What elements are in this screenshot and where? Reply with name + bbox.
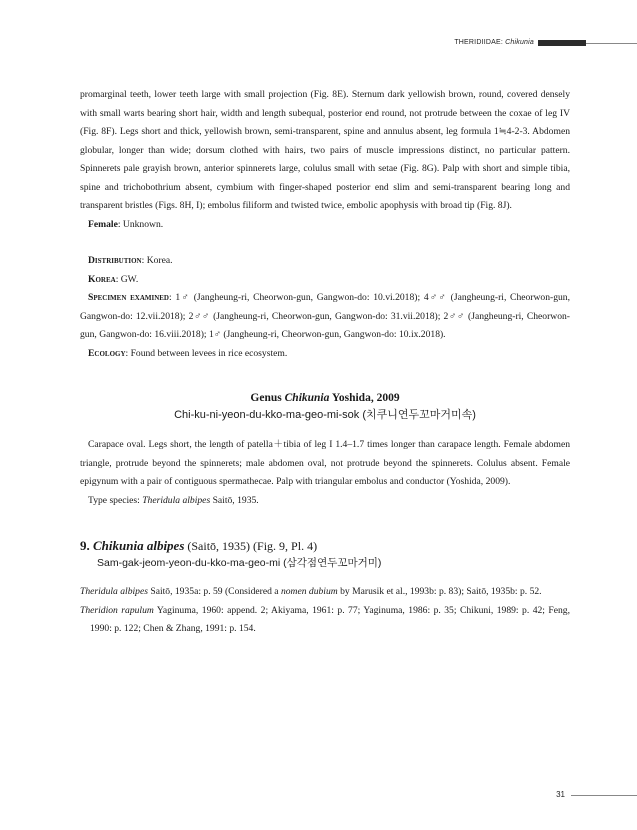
- genus-heading: Genus Chikunia Yoshida, 2009: [250, 392, 400, 404]
- ecology: Ecology: Found between levees in rice ecosystem.: [88, 347, 288, 359]
- female-note: Female: Unknown.: [88, 218, 164, 230]
- header-rule: [586, 43, 637, 44]
- header-title: THERIDIIDAE: Chikunia: [454, 39, 534, 46]
- page-number: 31: [556, 790, 565, 799]
- genus-description: Carapace oval. Legs short, the length of patella＋tibia of leg I 1.4–1.7 times longer than carapace length. Female abdomen triangle, protrude beyond the spinnerets; male abdomen oval, not protrude beyond the spinnerets. Colulus absent. Female epigynum with a pair of contiguous spermathecae. Palp with triangular embolus and conductor (Yoshida, 2009).: [80, 439, 570, 487]
- page-footer: [0, 789, 637, 801]
- specimen-examined: Specimen examined: 1♂ (Jangheung-ri, Cheorwon-gun, Gangwon-do: 10.vi.2018); 4♂♂ (Jangheung-ri, Cheorwon-gun, Gangwon-do: 12.vii.2018); 2♂♂ (Jangheung-ri, Cheorwon-gun, Gangwon-do: 31.vii.2018); 2♂♂ (Jangheung-ri, Cheorwon-gun, Gangwon-do: 16.viii.2018); 1♂ (Jangheung-ri, Cheorwon-gun, Gangwon-do: 10.ix.2018).: [80, 292, 570, 340]
- main-text: [80, 86, 570, 639]
- species-heading: 9. Chikunia albipes (Saitō, 1935) (Fig. 9, Pl. 4): [80, 538, 318, 553]
- species-korean-name: Sam-gak-jeom-yeon-du-kko-ma-geo-mi (삼각점연두꼬마거미): [97, 557, 382, 569]
- genus-korean-name: Chi-ku-ni-yeon-du-kko-ma-geo-mi-sok (치쿠니연두꼬마거미속): [174, 409, 476, 421]
- synonym-reference: Theridula albipes Saitō, 1935a: p. 59 (Considered a nomen dubium by Marusik et al., 1993b: p. 83); Saitō, 1935b: p. 52.: [80, 586, 542, 597]
- type-species: Type species: Theridula albipes Saitō, 1935.: [88, 494, 259, 506]
- distribution: Distribution: Korea.: [88, 255, 173, 266]
- synonym-reference: Theridion rapulum Yaginuma, 1960: append. 2; Akiyama, 1961: p. 77; Yaginuma, 1986: p. 35; Chikuni, 1989: p. 42; Feng, 1990: p. 122; Chen & Zhang, 1991: p. 154.: [80, 604, 570, 634]
- korea-distribution: Korea: GW.: [88, 273, 139, 285]
- header-bar: [538, 40, 586, 46]
- description-paragraph: promarginal teeth, lower teeth large with small projection (Fig. 8E). Sternum dark yellowish brown, round, covered densely with small warts bearing short hair, width and length subequal, posterior end round, not protrude between the coxae of leg IV (Fig. 8F). Legs short and thick, yellowish brown, semi-transparent, spine and annulus absent, leg formula 1≒4-2-3. Abdomen globular, longer than wide; dorsum clothed with hairs, two pairs of muscle impressions distinct, no particular pattern. Spinnerets pale grayish brown, anterior spinnerets large, colulus small with setae (Fig. 8G). Palp with short and simple tibia, spine and trichobothrium absent, cymbium with finger-shaped posterior end slim and semi-transparent bearing long and transparent bristles (Figs. 8H, I); embolus filiform and twisted twice, embolic apophysis with broad tip (Fig. 8J).: [80, 89, 570, 211]
- footer-rule: [571, 795, 637, 796]
- running-header: [0, 37, 637, 49]
